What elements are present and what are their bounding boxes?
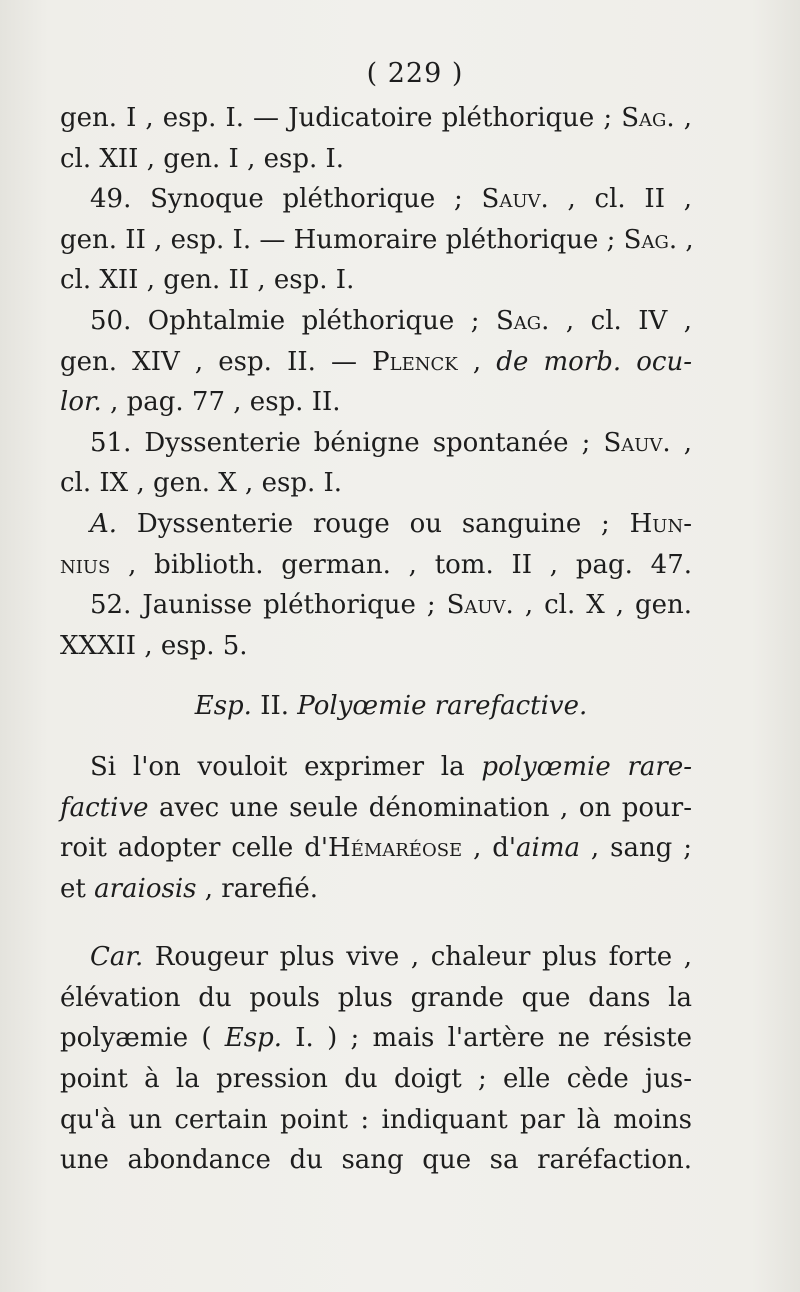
text-line [60, 1100, 692, 1141]
text-segment: aima [516, 833, 581, 864]
text-segment: , [457, 346, 497, 377]
text-line [60, 260, 692, 301]
paragraph-characters [60, 937, 692, 1181]
text-segment: Sauv. [481, 184, 549, 215]
text-segment: 49. Synoque pléthorique ; [90, 184, 482, 215]
text-line [60, 937, 692, 978]
text-segment: gen. II , esp. I. — Humoraire pléthorique ; [60, 224, 624, 255]
text-line [60, 1018, 692, 1059]
text-segment: nius [60, 549, 111, 580]
text-segment: et [60, 873, 95, 904]
section-heading [60, 686, 692, 727]
text-segment: 50. Ophtalmie pléthorique ; [90, 305, 496, 336]
text-segment: Si l'on vouloit exprimer la [90, 751, 482, 782]
heading-number: II. [251, 691, 298, 722]
text-segment: Esp. [224, 1023, 283, 1054]
text-segment: cl. IX , gen. X , esp. I. [60, 468, 343, 499]
text-line [60, 463, 692, 504]
text-segment: Sauv. [446, 590, 514, 621]
text-segment: Car. [90, 942, 144, 973]
text-segment: avec une seule dénomination , on pour- [148, 792, 692, 823]
text-segment: A. [90, 508, 118, 539]
text-segment: de morb. ocu- [496, 346, 693, 377]
heading-esp: Esp. [194, 691, 252, 722]
text-segment: cl. XII , gen. I , esp. I. [60, 143, 345, 174]
text-segment: une abondance du sang que sa raréfaction. [60, 1145, 692, 1176]
text-segment: qu'à un certain point : indiquant par là moins [60, 1104, 692, 1135]
text-line [60, 978, 692, 1019]
text-segment: , sang ; [580, 833, 692, 864]
text-segment: , [670, 427, 693, 458]
heading-title: Polyœmie rarefactive. [297, 691, 588, 722]
text-segment: roit adopter celle d' [60, 833, 329, 864]
text-segment: gen. XIV , esp. II. — [60, 346, 373, 377]
page-text [60, 98, 692, 1181]
text-segment: Sag. [621, 103, 675, 133]
text-line [60, 747, 692, 788]
text-segment: , pag. 77 , esp. II. [101, 387, 341, 418]
text-line [60, 585, 692, 626]
spacer [60, 909, 692, 937]
text-segment: , cl. IV , [549, 305, 692, 336]
text-segment: Plenck [372, 346, 458, 377]
text-segment: , d' [462, 833, 517, 864]
text-segment: , rarefié. [196, 873, 319, 904]
text-segment: 52. Jaunisse pléthorique ; [90, 590, 447, 621]
text-segment: , cl. II , [548, 184, 692, 215]
entries-block [60, 98, 692, 666]
page-number: ( 229 ) [366, 58, 464, 89]
text-line [60, 179, 692, 220]
text-segment: Hun- [629, 508, 692, 539]
text-line [60, 1059, 692, 1100]
paragraph-definition [60, 747, 692, 909]
text-segment: Sauv. [603, 427, 671, 458]
text-line [60, 423, 692, 464]
text-segment: cl. XII , gen. II , esp. I. [60, 265, 355, 296]
text-segment: polyœmie rare- [481, 751, 692, 782]
text-line [60, 828, 692, 869]
text-segment: 51. Dyssenterie bénigne spontanée ; [90, 427, 604, 458]
text-segment: élévation du pouls plus grande que dans la [60, 982, 692, 1013]
text-segment: Hémaréose [328, 833, 463, 864]
text-segment: , [677, 224, 694, 255]
text-line [60, 788, 692, 829]
text-line [60, 626, 692, 667]
text-line [60, 382, 692, 423]
text-segment: Sag. [623, 224, 678, 255]
text-segment: , [674, 103, 692, 133]
text-line [60, 301, 692, 342]
text-line [60, 139, 692, 180]
text-line [60, 504, 692, 545]
text-segment: , biblioth. german. , tom. II , pag. 47. [110, 549, 692, 580]
text-segment: point à la pression du doigt ; elle cède jus- [60, 1064, 692, 1095]
text-line [60, 98, 692, 139]
text-line [60, 869, 692, 910]
text-segment: gen. I , esp. I. — Judicatoire pléthorique ; [60, 103, 622, 133]
text-segment: polyæmie ( [60, 1023, 225, 1054]
text-segment: XXXII , esp. 5. [60, 630, 248, 661]
text-segment: I. ) ; mais l'artère ne résiste [282, 1023, 692, 1054]
text-segment: Rougeur plus vive , chaleur plus forte , [143, 942, 692, 973]
text-segment: lor. [60, 387, 102, 418]
text-segment: araiosis [94, 873, 197, 904]
text-segment: Sag. [495, 305, 550, 336]
text-segment: factive [60, 792, 149, 823]
text-line [60, 220, 692, 261]
text-segment: Dyssenterie rouge ou sanguine ; [117, 508, 630, 539]
spacer [60, 727, 692, 747]
text-line [60, 545, 692, 586]
text-line [60, 342, 692, 383]
text-line [60, 1140, 692, 1181]
text-segment: , cl. X , gen. [513, 590, 692, 621]
spacer [60, 666, 692, 686]
